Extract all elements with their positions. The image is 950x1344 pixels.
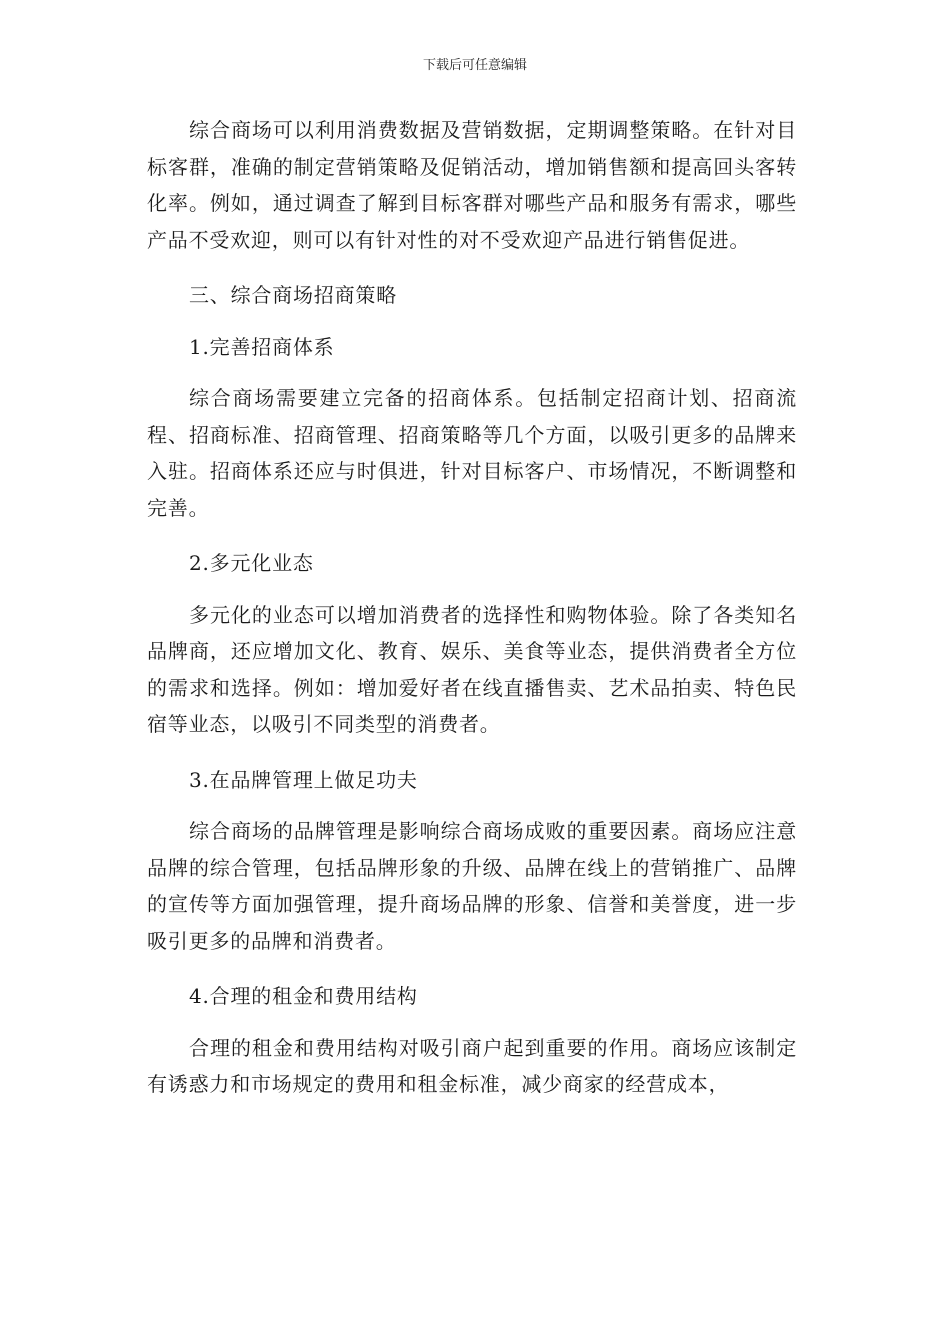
- paragraph: 综合商场需要建立完备的招商体系。包括制定招商计划、招商流程、招商标准、招商管理、招商策略等几个方面，以吸引更多的品牌来入驻。招商体系还应与时俱进，针对目标客户、市场情况，不断调整和完善。: [147, 386, 797, 520]
- subsection-heading: 1.完善招商体系: [189, 334, 335, 359]
- subsection-heading: 4.合理的租金和费用结构: [189, 984, 418, 1008]
- paragraph: 综合商场的品牌管理是影响综合商场成败的重要因素。商场应注意品牌的综合管理，包括品牌形象的升级、品牌在线上的营销推广、品牌的宣传等方面加强管理，提升商场品牌的形象、信誉和美誉度，进一步吸引更多的品牌和消费者。: [147, 819, 797, 953]
- section-heading: 三、综合商场招商策略: [189, 283, 397, 307]
- paragraph: 综合商场可以利用消费数据及营销数据，定期调整策略。在针对目标客群，准确的制定营销策略及促销活动，增加销售额和提高回头客转化率。例如，通过调查了解到目标客群对哪些产品和服务有需求，哪些产品不受欢迎，则可以有针对性的对不受欢迎产品进行销售促进。: [147, 118, 797, 252]
- page-header: 下载后可任意编辑: [422, 58, 527, 73]
- document-body: [147, 112, 797, 1103]
- paragraph: 合理的租金和费用结构对吸引商户起到重要的作用。商场应该制定有诱惑力和市场规定的费用和租金标准，减少商家的经营成本，: [147, 1035, 797, 1096]
- subsection-heading: 3.在品牌管理上做足功夫: [189, 767, 418, 792]
- paragraph: 多元化的业态可以增加消费者的选择性和购物体验。除了各类知名品牌商，还应增加文化、教育、娱乐、美食等业态，提供消费者全方位的需求和选择。例如：增加爱好者在线直播售卖、艺术品拍卖、特色民宿等业态，以吸引不同类型的消费者。: [147, 602, 797, 736]
- subsection-heading: 2.多元化业态: [189, 551, 314, 575]
